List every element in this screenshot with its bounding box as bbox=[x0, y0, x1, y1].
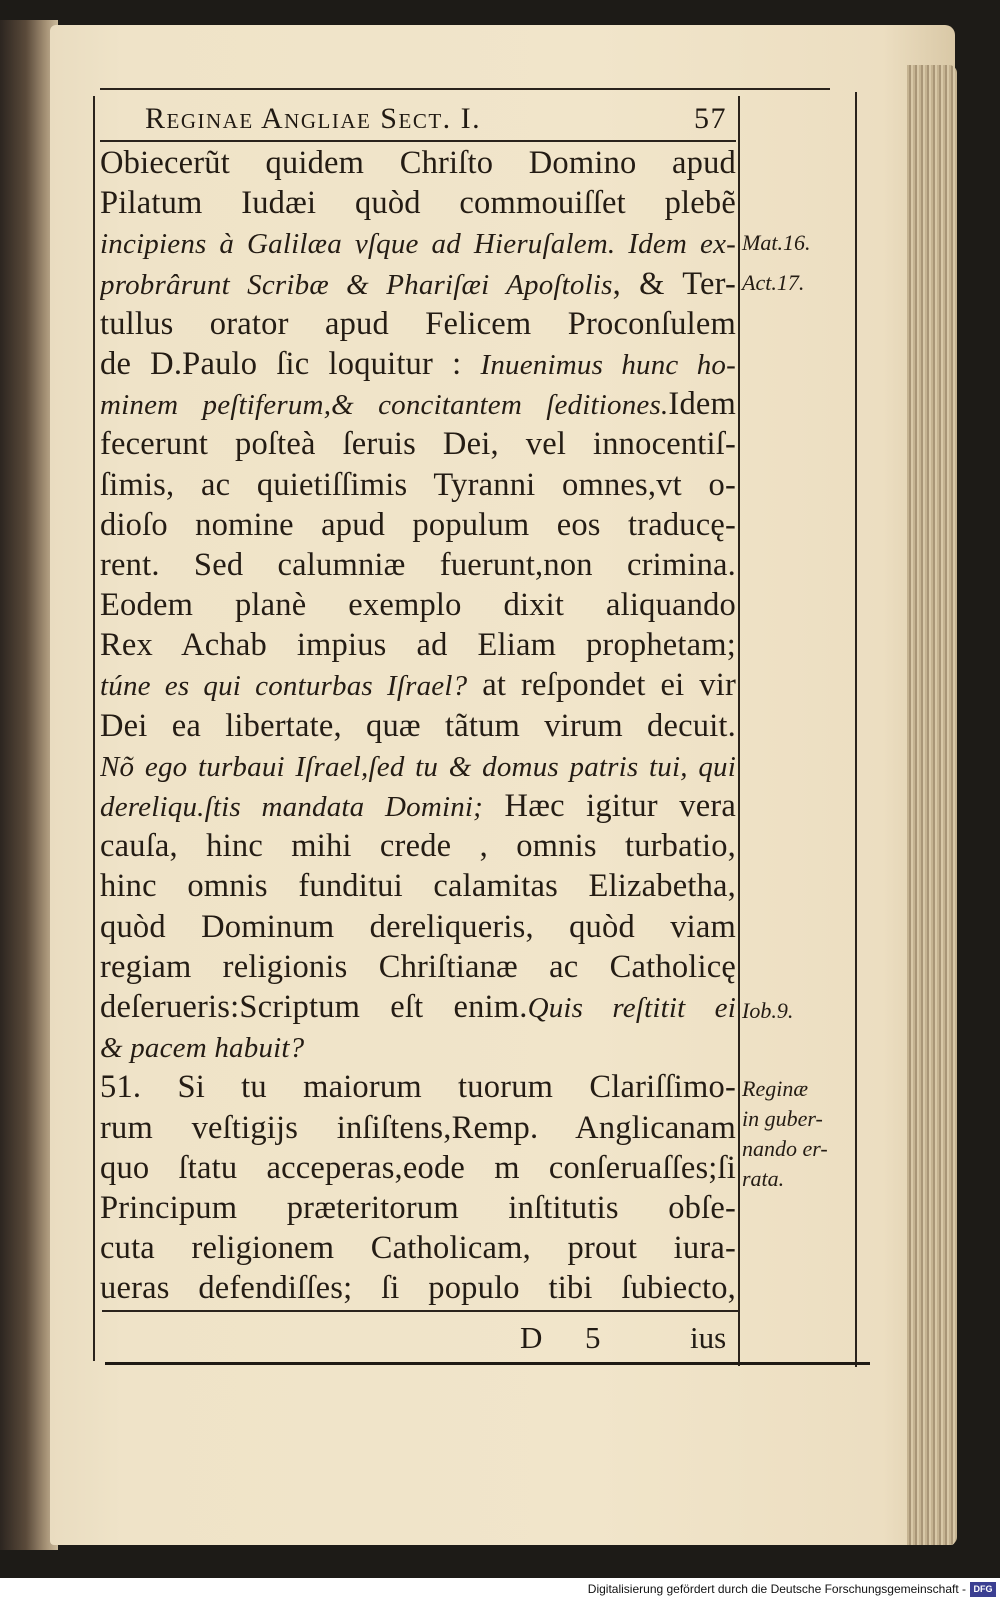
frame-outer-right-rule bbox=[855, 92, 857, 1367]
dfg-logo: DFG bbox=[970, 1582, 996, 1597]
text-line bbox=[100, 746, 736, 786]
italic-segment: incipiens à Galilæa vſque ad Hieruſalem. Idem ex- bbox=[100, 228, 736, 261]
running-head-rule bbox=[100, 140, 736, 142]
italic-segment: & pacem habuit? bbox=[100, 1032, 305, 1065]
text-line bbox=[100, 866, 736, 906]
text-line bbox=[100, 665, 736, 705]
text-line bbox=[100, 786, 736, 826]
margin-note-job: Iob.9. bbox=[742, 998, 794, 1023]
roman-segment: Rex Achab impius ad Eliam prophetam; bbox=[100, 627, 736, 664]
text-line bbox=[100, 384, 736, 424]
frame-left-rule bbox=[93, 96, 95, 1361]
text-line bbox=[100, 1067, 736, 1107]
italic-segment: túne es qui conturbas Iſrael? bbox=[100, 670, 468, 703]
text-line bbox=[100, 585, 736, 625]
roman-segment: tullus orator apud Felicem Proconſulem bbox=[100, 305, 736, 342]
text-line bbox=[100, 143, 736, 183]
roman-segment: , & Ter- bbox=[612, 265, 736, 302]
margin-note-matthew: Mat.16. bbox=[742, 230, 811, 255]
italic-segment: Quis reſtitit ei bbox=[527, 991, 736, 1024]
roman-segment: Idem bbox=[668, 386, 736, 423]
roman-segment: rent. Sed calumniæ fuerunt,non crimina. bbox=[100, 546, 736, 583]
italic-segment: dereliqu.ſtis mandata Domini; bbox=[100, 791, 484, 823]
margin-note-line: in guber- bbox=[742, 1106, 823, 1131]
text-line bbox=[100, 987, 736, 1027]
roman-segment: ueras defendiſſes; ſi populo tibi ſubiecto, bbox=[100, 1270, 736, 1307]
roman-segment: cauſa, hinc mihi crede , omnis turbatio, bbox=[100, 828, 736, 865]
roman-segment: ſimis, ac quietiſſimis Tyranni omnes,vt o- bbox=[100, 466, 736, 503]
roman-segment: cuta religionem Catholicam, prout iura- bbox=[100, 1230, 736, 1267]
margin-note-line: rata. bbox=[742, 1166, 785, 1191]
signature-number: 5 bbox=[585, 1320, 601, 1355]
signature-letter: D bbox=[520, 1320, 543, 1355]
italic-segment: Inuenimus hunc ho- bbox=[480, 348, 736, 381]
margin-note-acts: Act.17. bbox=[742, 270, 805, 295]
text-line bbox=[100, 223, 736, 263]
roman-segment: de D.Paulo ſic loquitur : bbox=[100, 345, 481, 382]
text-line bbox=[100, 1027, 736, 1067]
text-line bbox=[100, 1188, 736, 1228]
page-number: 57 bbox=[694, 102, 727, 135]
roman-segment: Dei ea libertate, quæ tãtum virum decuit. bbox=[100, 707, 736, 744]
roman-segment: rum veſtigijs inſiſtens,Remp. Anglicanam bbox=[100, 1109, 736, 1146]
roman-segment: deſerueris:Scriptum eſt enim. bbox=[100, 988, 528, 1025]
text-line bbox=[100, 344, 736, 384]
digitization-notice-bar bbox=[0, 1578, 1000, 1601]
margin-note-line: nando er- bbox=[742, 1136, 828, 1161]
roman-segment: quo ſtatu acceperas,eode m conſeruaſſes;ſi bbox=[100, 1149, 736, 1186]
text-line bbox=[100, 1228, 736, 1268]
roman-segment: dioſo nomine apud populum eos traducę- bbox=[100, 506, 736, 543]
running-head-title: Reginae Angliae Sect. I. bbox=[145, 102, 482, 135]
italic-segment: minem peſtiferum,& concitantem ſeditiones. bbox=[100, 389, 669, 422]
roman-segment: Obiecerũt quidem Chriſto Domino apud bbox=[100, 145, 736, 181]
digitization-notice: Digitalisierung gefördert durch die Deutsche Forschungsgemeinschaft - bbox=[587, 1582, 966, 1596]
running-head bbox=[145, 100, 735, 140]
text-line bbox=[100, 465, 736, 505]
text-line bbox=[100, 1148, 736, 1188]
text-line bbox=[100, 424, 736, 464]
text-line bbox=[100, 907, 736, 947]
text-line bbox=[100, 545, 736, 585]
text-line bbox=[100, 706, 736, 746]
italic-segment: Nõ ego turbaui Iſrael,ſed tu & domus patris tui, qui bbox=[100, 750, 736, 783]
italic-segment: probrârunt Scribæ & Phariſæi Apoſtolis bbox=[100, 268, 613, 301]
frame-inner-right-rule bbox=[738, 96, 740, 1366]
roman-segment: 51. Si tu maiorum tuorum Clariſſimo- bbox=[100, 1069, 736, 1106]
footer-rule bbox=[105, 1362, 870, 1365]
roman-segment: Eodem planè exemplo dixit aliquando bbox=[100, 587, 736, 624]
text-line bbox=[100, 947, 736, 987]
text-line bbox=[100, 304, 736, 344]
text-line bbox=[100, 264, 736, 304]
catchword: ius bbox=[690, 1320, 727, 1355]
margin-note-line: Reginæ bbox=[742, 1076, 808, 1101]
text-line bbox=[100, 826, 736, 866]
text-line bbox=[100, 625, 736, 665]
roman-segment: fecerunt poſteà ſeruis Dei, vel innocentiſ- bbox=[100, 426, 736, 463]
page-stack-edge bbox=[907, 65, 957, 1545]
roman-segment: Principum præteritorum inſtitutis obſe- bbox=[100, 1189, 736, 1226]
roman-segment: Pilatum Iudæi quòd commouiſſet plebẽ bbox=[100, 185, 736, 222]
margin-note-reginae bbox=[742, 1074, 854, 1194]
text-bottom-rule bbox=[102, 1310, 738, 1312]
frame-top-rule bbox=[100, 88, 830, 90]
text-line bbox=[100, 183, 736, 223]
roman-segment: regiam religionis Chriſtianæ ac Catholicę bbox=[100, 948, 736, 985]
roman-segment: quòd Dominum dereliqueris, quòd viam bbox=[100, 908, 736, 945]
text-line bbox=[100, 1108, 736, 1148]
body-text bbox=[100, 143, 736, 1308]
roman-segment: at reſpondet ei vir bbox=[467, 667, 736, 704]
text-line bbox=[100, 1268, 736, 1308]
roman-segment: Hæc igitur vera bbox=[483, 788, 736, 824]
roman-segment: hinc omnis funditui calamitas Elizabetha, bbox=[100, 868, 736, 905]
text-line bbox=[100, 505, 736, 545]
